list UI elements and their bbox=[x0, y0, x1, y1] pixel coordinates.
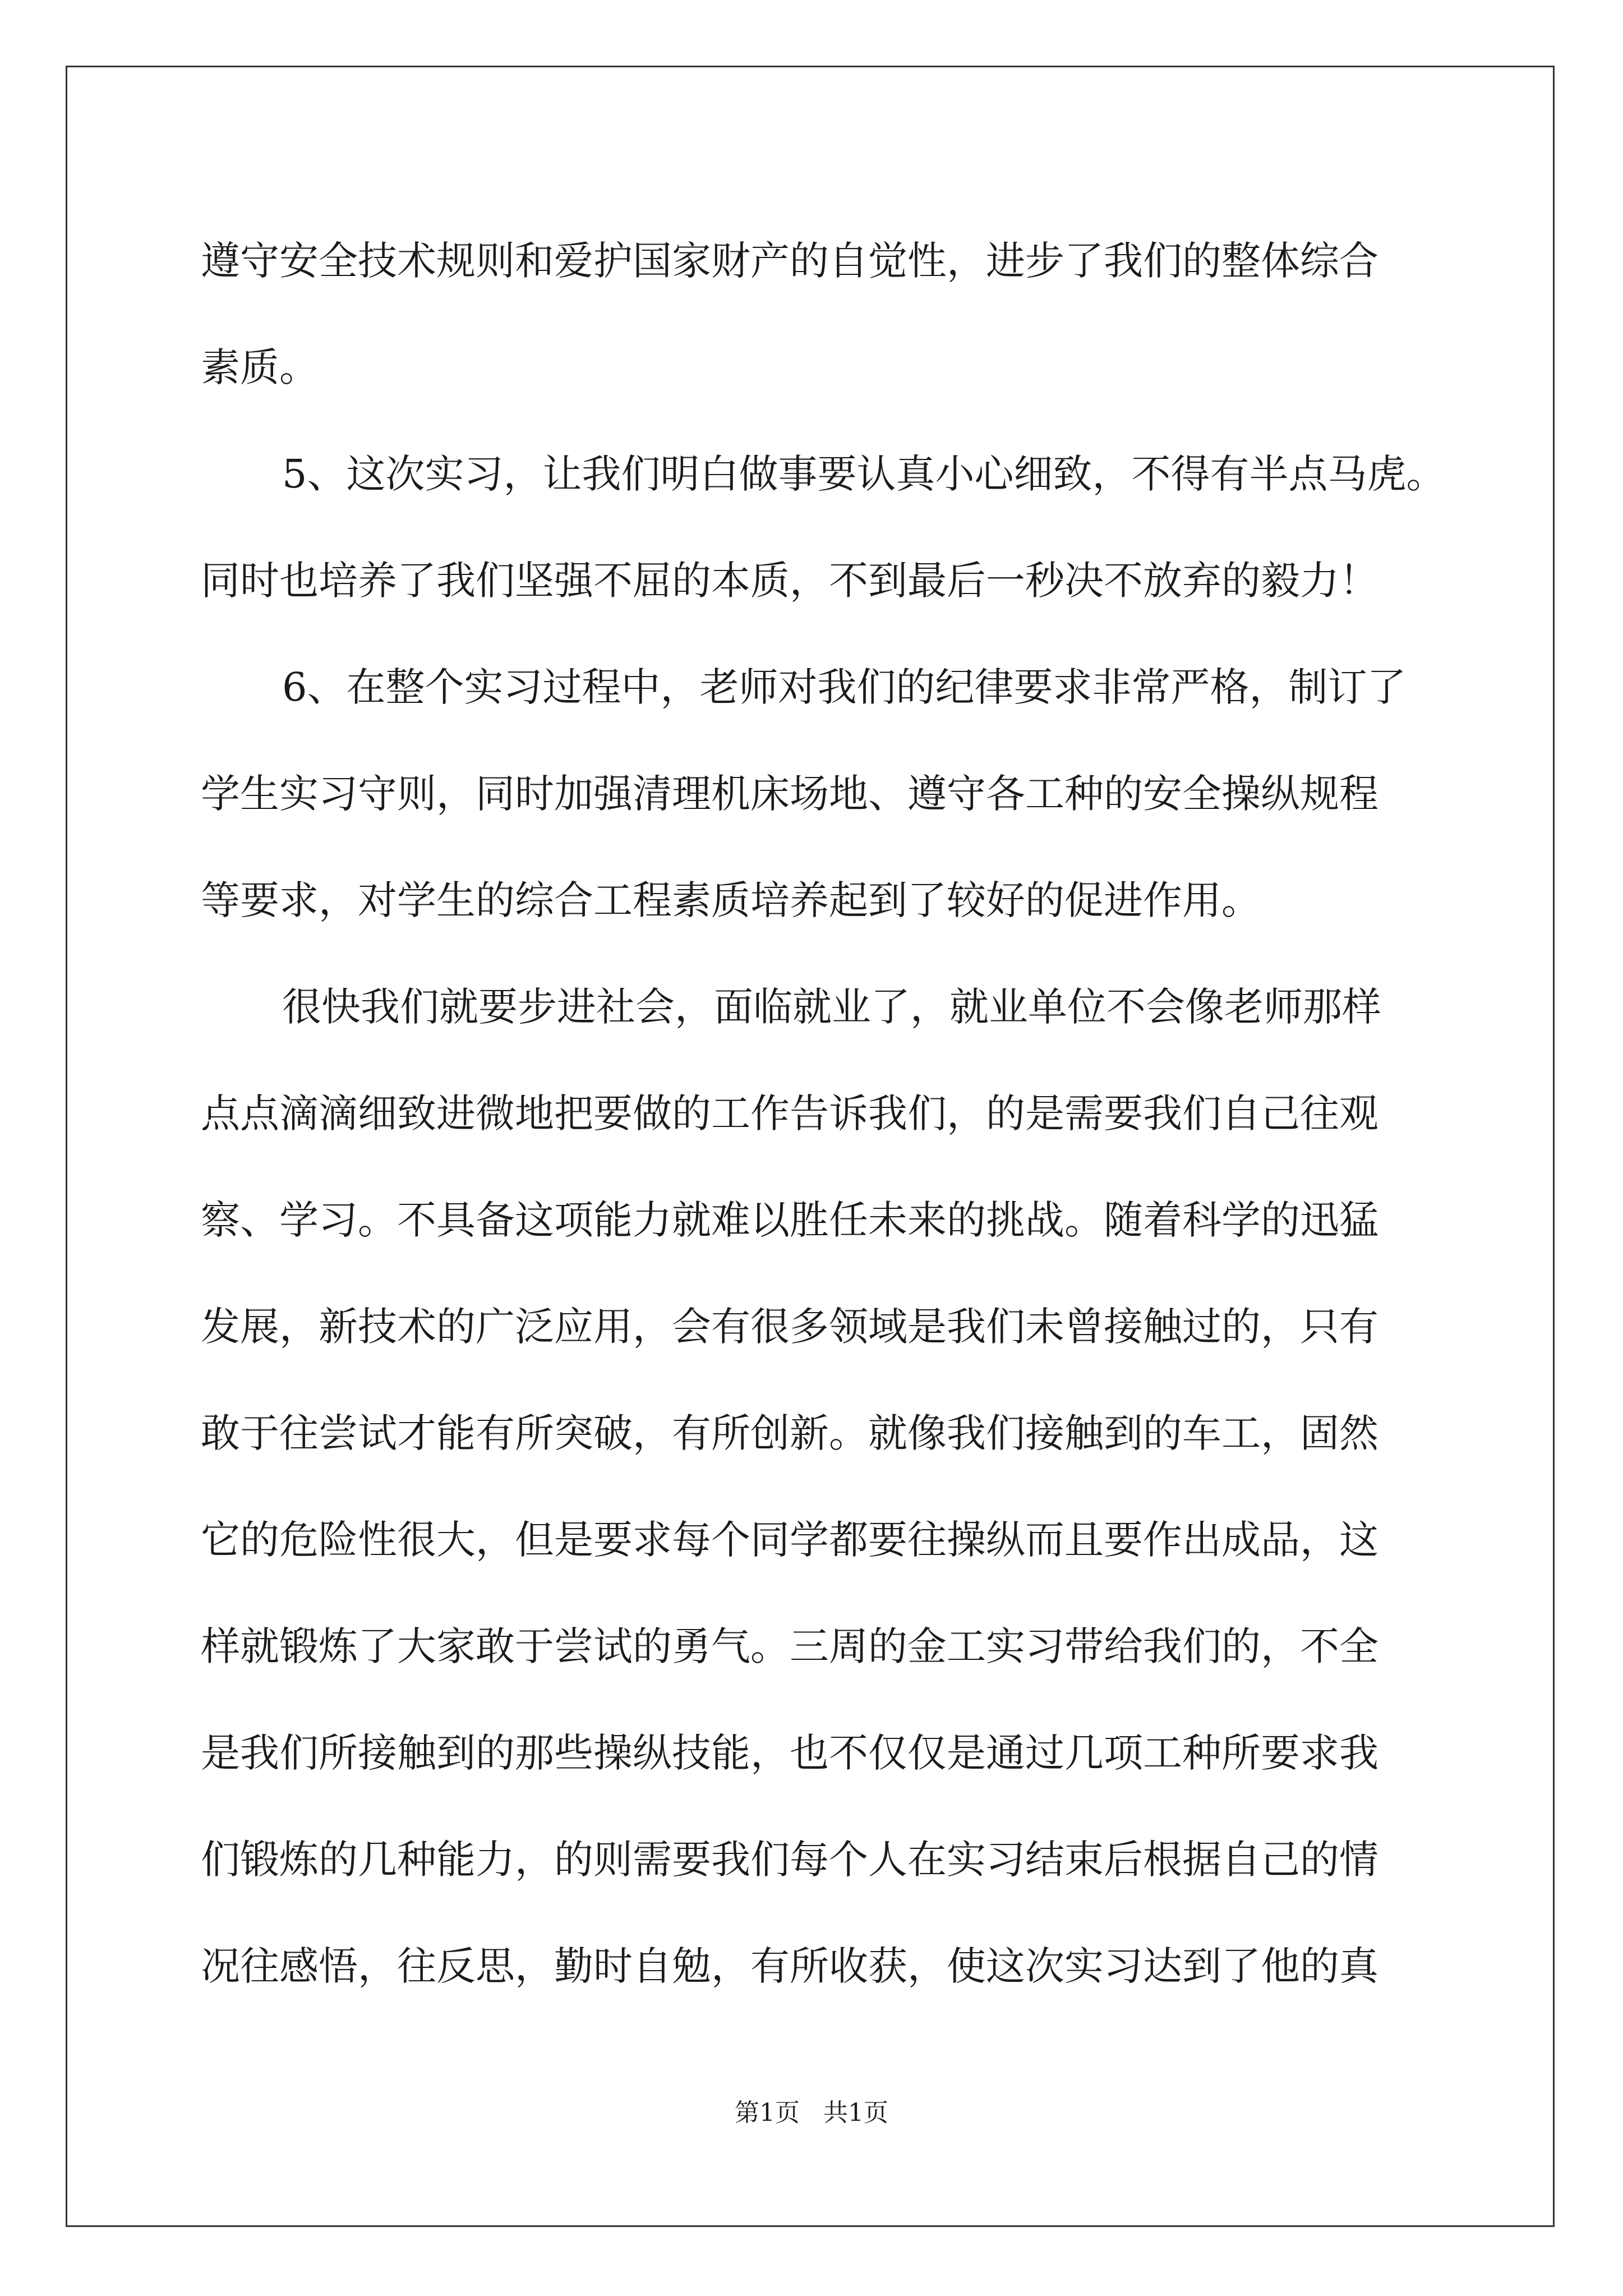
text-line: 们锻炼的几种能力，的则需要我们每个人在实习结束后根据自己的情 bbox=[201, 1837, 1378, 1883]
document-body bbox=[201, 208, 1446, 2019]
text-line: 敢于往尝试才能有所突破，有所创新。就像我们接触到的车工，固然 bbox=[201, 1410, 1378, 1456]
page-footer: 第1页 共1页 bbox=[735, 2099, 888, 2127]
text-line: 是我们所接触到的那些操纵技能，也不仅仅是通过几项工种所要求我 bbox=[201, 1730, 1378, 1776]
text-line: 6、在整个实习过程中，老师对我们的纪律要求非常严格，制订了 bbox=[282, 664, 1407, 710]
text-line: 点点滴滴细致进微地把要做的工作告诉我们，的是需要我们自己往观 bbox=[201, 1091, 1378, 1137]
text-line: 同时也培养了我们坚强不屈的本质，不到最后一秒决不放弃的毅力！ bbox=[201, 558, 1378, 604]
text-line: 它的危险性很大，但是要求每个同学都要往操纵而且要作出成品，这 bbox=[201, 1517, 1378, 1563]
text-line: 等要求，对学生的综合工程素质培养起到了较好的促进作用。 bbox=[201, 877, 1261, 923]
text-line: 况往感悟，往反思，勤时自勉，有所收获，使这次实习达到了他的真 bbox=[201, 1943, 1378, 1989]
text-line: 学生实习守则，同时加强清理机床场地、遵守各工种的安全操纵规程 bbox=[201, 771, 1378, 817]
text-line: 素质。 bbox=[201, 344, 319, 390]
text-line: 很快我们就要步进社会，面临就业了，就业单位不会像老师那样 bbox=[282, 984, 1381, 1030]
text-line: 发展，新技术的广泛应用，会有很多领域是我们未曾接触过的，只有 bbox=[201, 1304, 1378, 1350]
text-line: 样就锻炼了大家敢于尝试的勇气。三周的金工实习带给我们的，不全 bbox=[201, 1623, 1378, 1669]
text-line: 遵守安全技术规则和爱护国家财产的自觉性，进步了我们的整体综合 bbox=[201, 238, 1378, 284]
text-line: 察、学习。不具备这项能力就难以胜任未来的挑战。随着科学的迅猛 bbox=[201, 1197, 1378, 1243]
text-line: 5、这次实习，让我们明白做事要认真小心细致，不得有半点马虎。 bbox=[282, 451, 1446, 497]
